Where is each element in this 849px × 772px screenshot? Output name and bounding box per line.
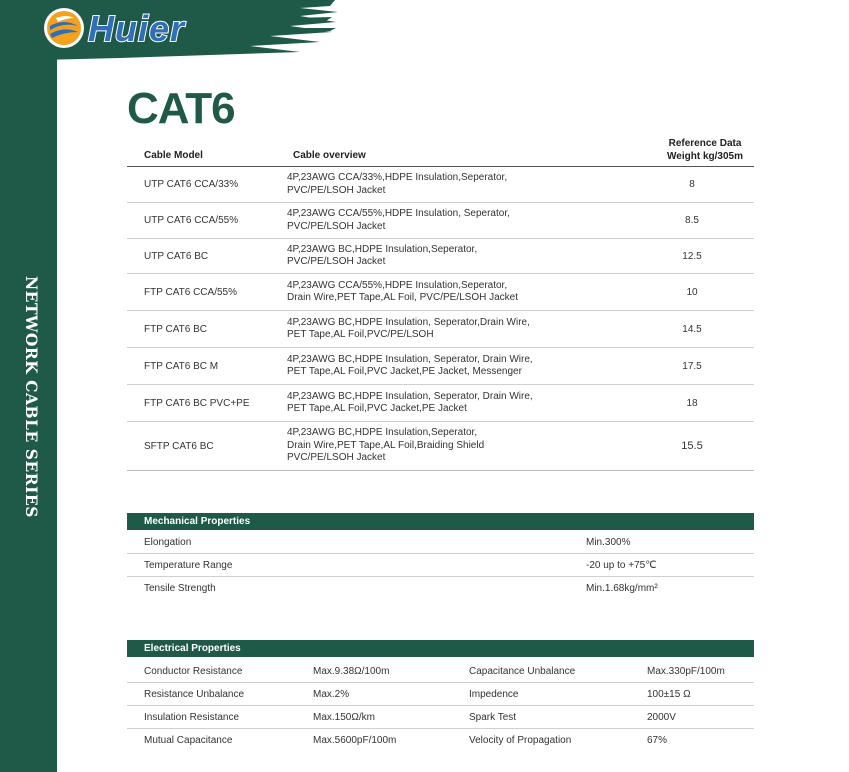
cable-model: UTP CAT6 CCA/33% [144,179,239,190]
cable-overview [287,422,577,470]
overview-line: PET Tape,AL Foil,PVC/PE/LSOH [287,329,434,340]
cable-overview [287,274,577,310]
electrical-properties-header [127,640,754,657]
property-row [127,729,754,751]
property-row [127,577,754,599]
property-row [127,554,754,577]
weight-value: 8.5 [685,215,699,226]
cable-overview [287,385,577,421]
overview-line: Drain Wire,PET Tape,AL Foil, PVC/PE/LSOH Jacket [287,292,519,303]
overview-line: PET Tape,AL Foil,PVC Jacket,PE Jacket [287,403,467,414]
weight-value: 17.5 [682,360,702,372]
series-label: NETWORK CABLE SERIES [22,276,41,518]
weight-value: 12.5 [682,250,702,262]
reference-data-label: Reference Data [668,138,742,149]
cable-model: FTP CAT6 CCA/55% [144,286,237,298]
property-label: Resistance Unbalance [144,689,245,700]
page-title: CAT6 [127,84,235,133]
overview-line: Drain Wire,PET Tape,AL Foil,Braiding Shield [287,439,485,451]
logo [0,0,340,62]
property-value: Max.150Ω/km [313,712,375,723]
overview-line: 4P,23AWG BC,HDPE Insulation, Seperator, Drain Wire, [287,390,533,402]
cable-overview [287,239,577,273]
property-value: Max.2% [313,689,350,700]
cable-model-header: Cable Model [144,150,203,161]
table-row [127,311,754,348]
property-label: Temperature Range [144,560,233,571]
property-value: Min.1.68kg/mm² [586,583,658,594]
overview-line: PVC/PE/LSOH Jacket [287,256,386,267]
cable-overview-header: Cable overview [293,150,366,161]
brand-name: Huier [88,8,186,49]
overview-line: PET Tape,AL Foil,PVC Jacket,PE Jacket, Messenger [287,366,522,377]
property-label: Elongation [144,537,192,548]
property-value: 100±15 Ω [647,689,691,700]
property-label: Velocity of Propagation [469,735,572,746]
property-value: 2000V [647,712,676,723]
cable-overview [287,203,577,238]
property-label: Tensile Strength [144,583,216,594]
weight-value: 14.5 [682,323,702,335]
overview-line: PVC/PE/LSOH Jacket [287,220,386,232]
property-label: Impedence [469,689,519,700]
cable-model: SFTP CAT6 BC [144,440,214,452]
table-row [127,203,754,239]
overview-line: PVC/PE/LSOH Jacket [287,452,386,464]
property-label: Spark Test [469,712,517,723]
overview-line: PVC/PE/LSOH Jacket [287,184,386,196]
property-label: Capacitance Unbalance [469,666,576,677]
property-value: Max.5600pF/100m [313,735,397,746]
overview-line: 4P,23AWG BC,HDPE Insulation,Seperator, [287,427,478,439]
property-label: Conductor Resistance [144,666,243,677]
cable-model: FTP CAT6 BC [144,323,207,335]
cable-overview [287,311,577,347]
cable-model: UTP CAT6 BC [144,250,209,262]
property-row [127,660,754,683]
overview-line: 4P,23AWG BC,HDPE Insulation,Seperator, [287,243,478,255]
section-title: Electrical Properties [144,643,241,654]
property-value: 67% [647,735,668,746]
property-label: Mutual Capacitance [144,735,233,746]
property-value: Max.330pF/100m [647,666,725,677]
globe-icon [42,6,86,50]
table-row [127,422,754,471]
mechanical-properties-header [127,513,754,530]
overview-line: 4P,23AWG CCA/55%,HDPE Insulation,Seperator, [287,279,508,291]
weight-unit-label: Weight kg/305m [667,151,743,162]
section-title: Mechanical Properties [144,516,251,527]
overview-line: 4P,23AWG BC,HDPE Insulation, Seperator, Drain Wire, [287,353,533,365]
cable-model: FTP CAT6 BC M [144,360,219,372]
property-row [127,706,754,729]
table-row [127,239,754,274]
property-label: Insulation Resistance [144,712,240,723]
cable-model: UTP CAT6 CCA/55% [144,215,239,226]
overview-line: 4P,23AWG CCA/33%,HDPE Insulation,Seperator, [287,172,508,183]
property-value: Min.300% [586,537,631,548]
table-row [127,385,754,422]
reference-data-header [650,137,760,163]
property-row [127,531,754,554]
table-row [127,167,754,203]
cable-overview [287,348,577,384]
weight-value: 10 [686,286,698,298]
weight-value: 8 [689,179,695,190]
overview-line: 4P,23AWG BC,HDPE Insulation, Seperator,Drain Wire, [287,316,530,328]
cable-overview [287,167,577,202]
cable-model: FTP CAT6 BC PVC+PE [144,397,250,409]
property-value: -20 up to +75℃ [586,560,657,571]
weight-value: 18 [686,397,698,409]
property-value: Max.9.38Ω/100m [313,666,390,677]
weight-value: 15.5 [681,440,703,452]
property-row [127,683,754,706]
table-row [127,348,754,385]
table-row [127,274,754,311]
overview-line: 4P,23AWG CCA/55%,HDPE Insulation, Seperator, [287,208,510,219]
